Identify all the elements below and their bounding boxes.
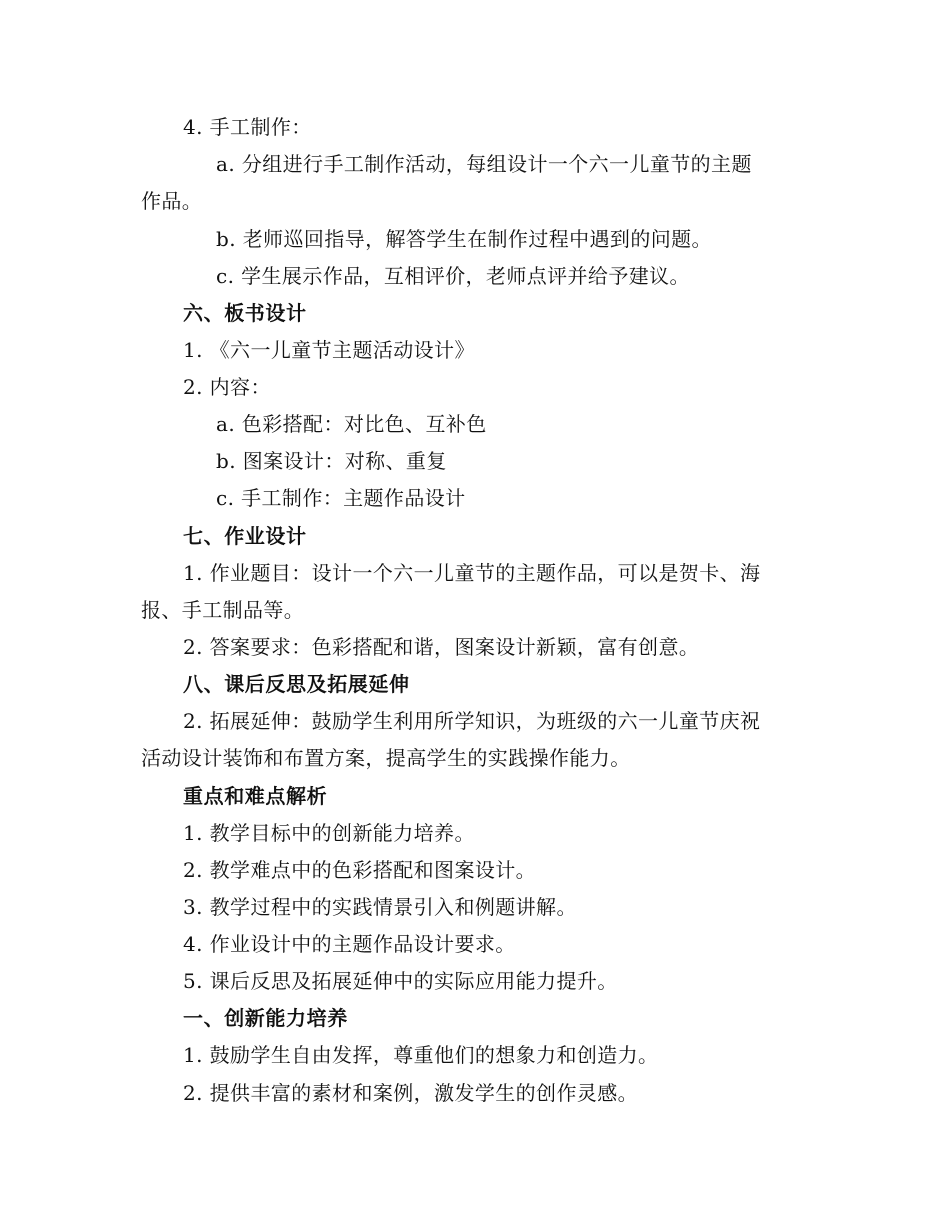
paragraph-continuation: 报、手工制品等。: [141, 598, 305, 622]
list-item: 3. 教学过程中的实践情景引入和例题讲解。: [183, 895, 577, 919]
list-item: a. 分组进行手工制作活动，每组设计一个六一儿童节的主题: [216, 152, 752, 176]
list-item: b. 老师巡回指导，解答学生在制作过程中遇到的问题。: [216, 227, 712, 251]
list-item: 1. 《六一儿童节主题活动设计》: [183, 338, 475, 362]
list-item: 2. 拓展延伸：鼓励学生利用所学知识，为班级的六一儿童节庆祝: [183, 709, 761, 733]
list-item: a. 色彩搭配：对比色、互补色: [216, 412, 487, 436]
list-item: c. 学生展示作品，互相评价，老师点评并给予建议。: [216, 264, 690, 288]
list-item: 4. 作业设计中的主题作品设计要求。: [183, 932, 516, 956]
paragraph-continuation: 活动设计装饰和布置方案，提高学生的实践操作能力。: [141, 746, 631, 770]
list-item: 2. 答案要求：色彩搭配和谐，图案设计新颖，富有创意。: [183, 635, 700, 659]
paragraph-continuation: 作品。: [141, 189, 203, 213]
list-item: 1. 作业题目：设计一个六一儿童节的主题作品，可以是贺卡、海: [183, 561, 761, 585]
list-item: 2. 提供丰富的素材和案例，激发学生的创作灵感。: [183, 1081, 639, 1105]
list-item: 1. 教学目标中的创新能力培养。: [183, 821, 475, 845]
section-heading: 七、作业设计: [183, 524, 307, 548]
list-item: b. 图案设计：对称、重复: [216, 449, 447, 473]
list-item: 4. 手工制作：: [183, 115, 312, 139]
list-item: 1. 鼓励学生自由发挥，尊重他们的想象力和创造力。: [183, 1043, 659, 1067]
section-heading: 重点和难点解析: [183, 784, 328, 808]
section-heading: 一、创新能力培养: [183, 1006, 348, 1030]
list-item: 5. 课后反思及拓展延伸中的实际应用能力提升。: [183, 969, 618, 993]
list-item: 2. 内容：: [183, 375, 271, 399]
list-item: c. 手工制作：主题作品设计: [216, 486, 466, 510]
section-heading: 八、课后反思及拓展延伸: [183, 672, 410, 696]
section-heading: 六、板书设计: [183, 301, 307, 325]
list-item: 2. 教学难点中的色彩搭配和图案设计。: [183, 858, 537, 882]
